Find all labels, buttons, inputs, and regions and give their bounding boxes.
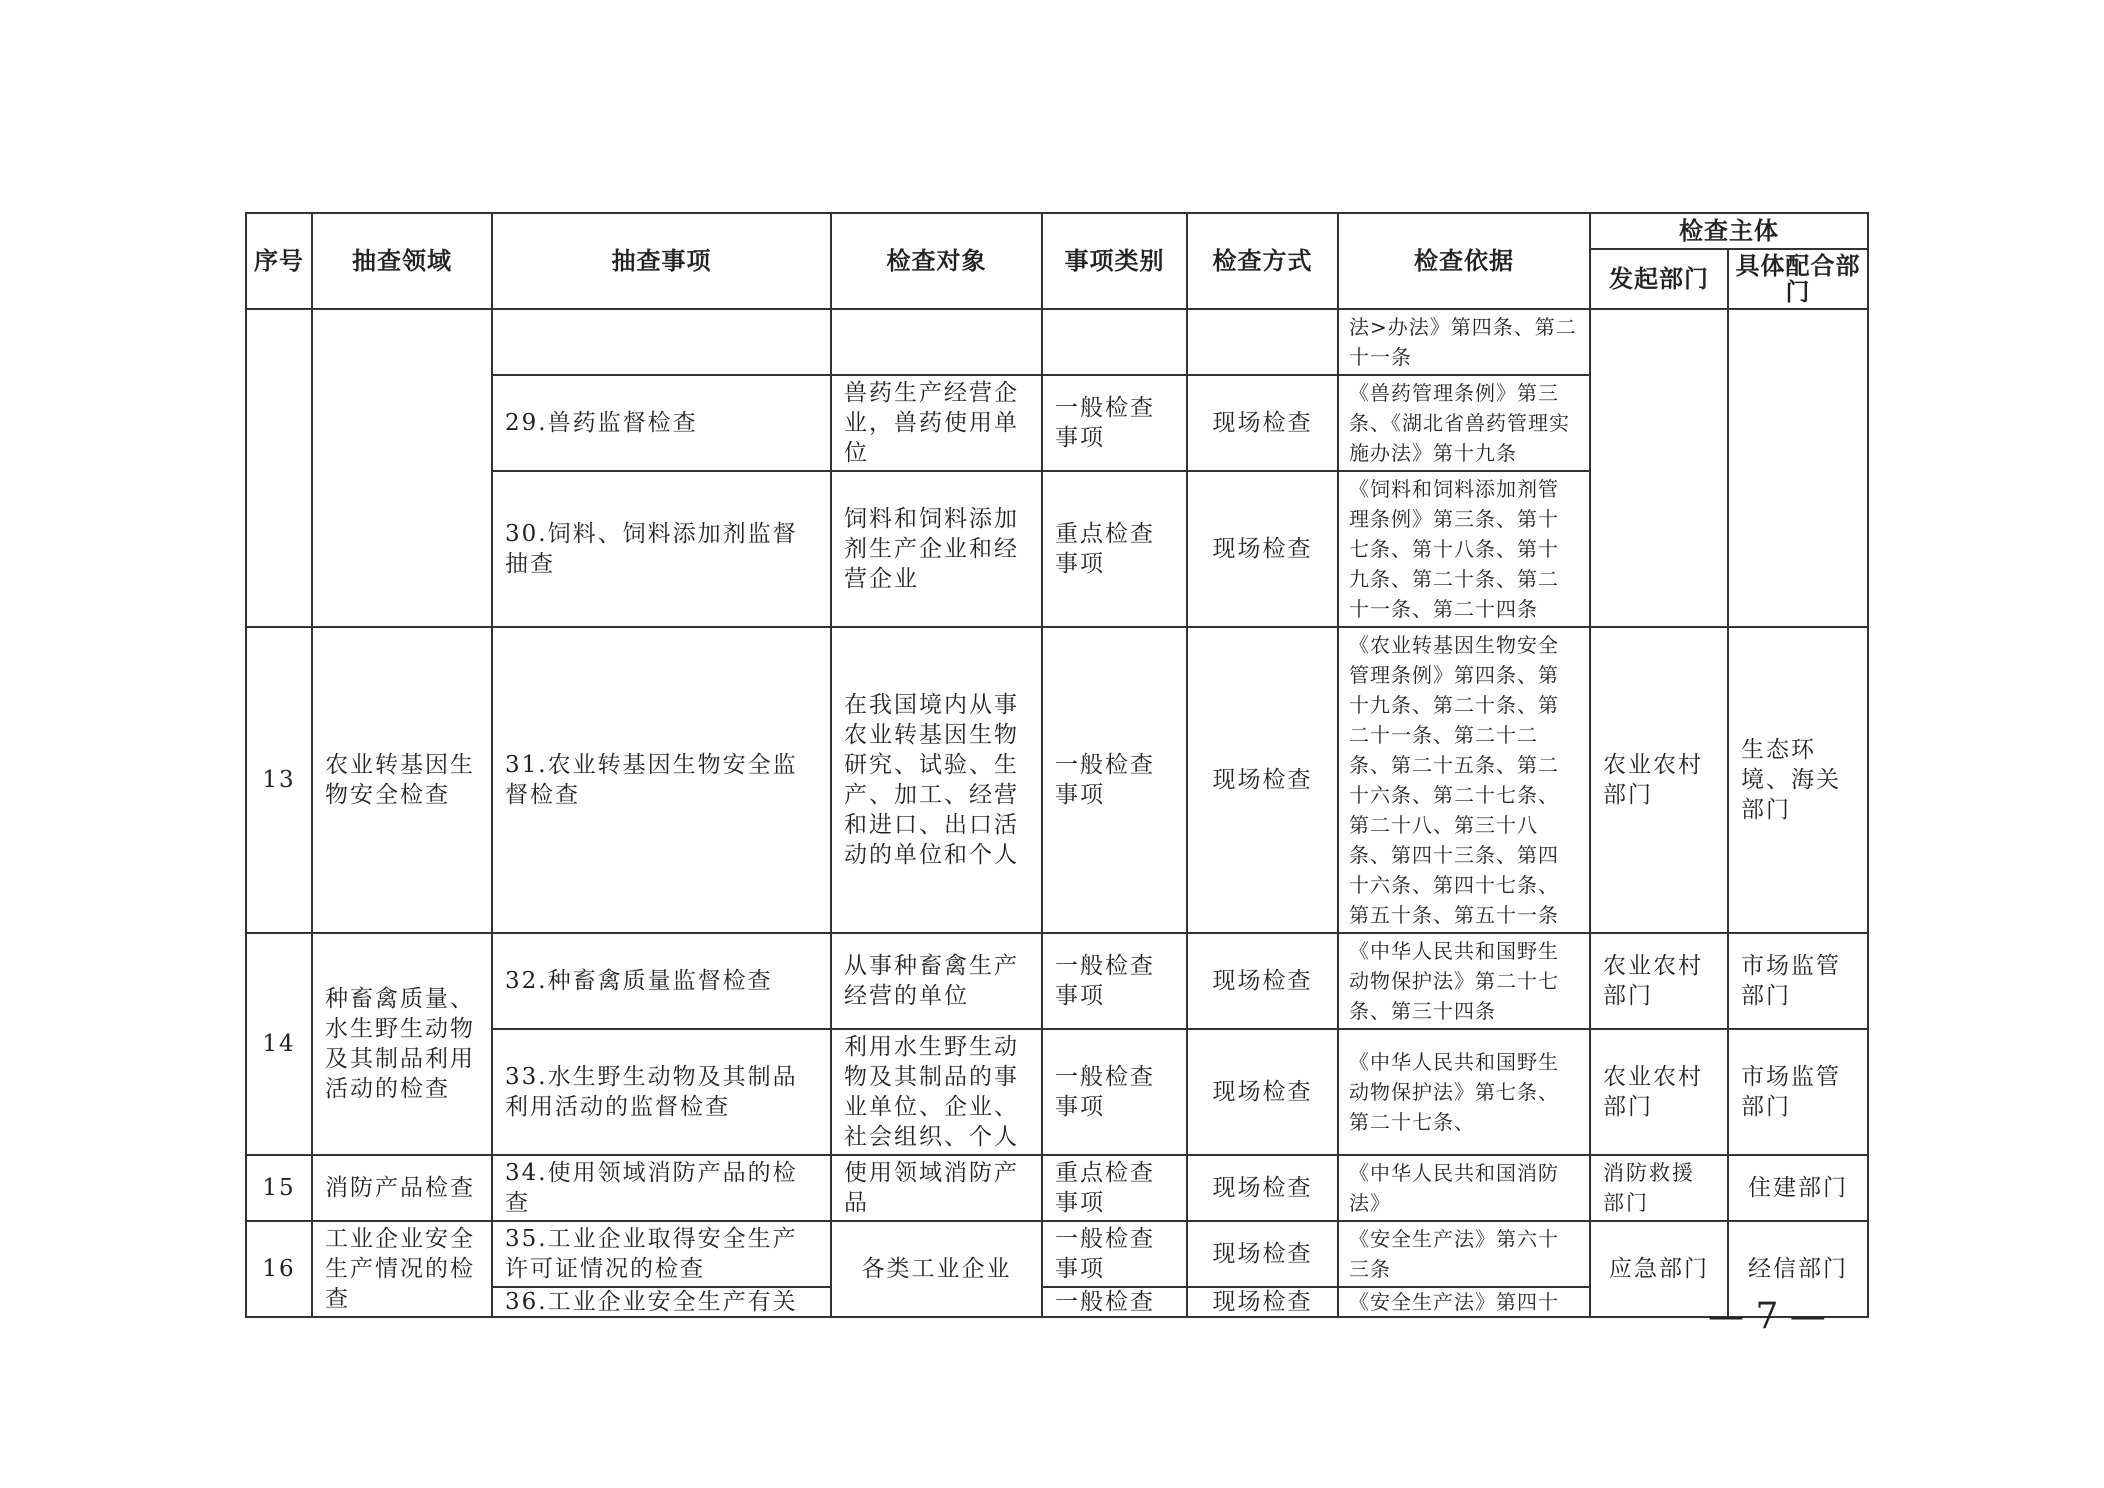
item-cell: 32.种畜禽质量监督检查	[492, 933, 831, 1029]
category-cell: 一般检查事项	[1042, 375, 1187, 471]
header-basis: 检查依据	[1338, 213, 1590, 309]
header-subject: 检查主体	[1590, 213, 1868, 249]
initiator-cell	[1590, 309, 1728, 627]
initiator-cell: 消防救援部门	[1590, 1155, 1728, 1221]
item-cell	[492, 309, 831, 375]
method-cell: 现场检查	[1187, 375, 1338, 471]
item-cell: 36.工业企业安全生产有关	[492, 1287, 831, 1317]
inspection-table	[245, 212, 1869, 1318]
object-cell: 饲料和饲料添加剂生产企业和经营企业	[831, 471, 1042, 627]
method-cell: 现场检查	[1187, 1155, 1338, 1221]
header-field: 抽查领域	[312, 213, 492, 309]
cooperator-cell: 经信部门	[1728, 1221, 1868, 1317]
table-row	[246, 627, 1868, 933]
basis-cell: 《安全生产法》第六十三条	[1338, 1221, 1590, 1287]
initiator-cell: 应急部门	[1590, 1221, 1728, 1317]
category-cell: 一般检查事项	[1042, 1221, 1187, 1287]
seq-cell: 16	[246, 1221, 312, 1317]
cooperator-cell: 市场监管部门	[1728, 1029, 1868, 1155]
basis-cell: 法>办法》第四条、第二十一条	[1338, 309, 1590, 375]
method-cell: 现场检查	[1187, 1221, 1338, 1287]
category-cell: 重点检查事项	[1042, 471, 1187, 627]
seq-cell: 15	[246, 1155, 312, 1221]
item-cell: 33.水生野生动物及其制品利用活动的监督检查	[492, 1029, 831, 1155]
method-cell: 现场检查	[1187, 933, 1338, 1029]
cooperator-cell: 生态环境、海关部门	[1728, 627, 1868, 933]
field-cell: 农业转基因生物安全检查	[312, 627, 492, 933]
initiator-cell: 农业农村部门	[1590, 933, 1728, 1029]
field-cell: 消防产品检查	[312, 1155, 492, 1221]
cooperator-cell: 市场监管部门	[1728, 933, 1868, 1029]
header-item: 抽查事项	[492, 213, 831, 309]
category-cell: 一般检查事项	[1042, 1029, 1187, 1155]
seq-cell: 13	[246, 627, 312, 933]
table-row	[246, 933, 1868, 1029]
header-initiator: 发起部门	[1590, 249, 1728, 309]
method-cell: 现场检查	[1187, 471, 1338, 627]
object-cell: 在我国境内从事农业转基因生物研究、试验、生产、加工、经营和进口、出口活动的单位和个人	[831, 627, 1042, 933]
category-cell: 重点检查事项	[1042, 1155, 1187, 1221]
category-cell	[1042, 309, 1187, 375]
field-cell: 工业企业安全生产情况的检查	[312, 1221, 492, 1317]
item-cell: 35.工业企业取得安全生产许可证情况的检查	[492, 1221, 831, 1287]
basis-cell: 《农业转基因生物安全管理条例》第四条、第十九条、第二十条、第二十一条、第二十二条、第二十五条、第二十六条、第二十七条、第二十八、第三十八条、第四十三条、第四十六条、第四十七条、第五十条、第五十一条	[1338, 627, 1590, 933]
basis-cell: 《中华人民共和国野生动物保护法》第七条、第二十七条、	[1338, 1029, 1590, 1155]
method-cell	[1187, 309, 1338, 375]
object-cell: 从事种畜禽生产经营的单位	[831, 933, 1042, 1029]
field-cell: 种畜禽质量、水生野生动物及其制品利用活动的检查	[312, 933, 492, 1155]
method-cell: 现场检查	[1187, 1029, 1338, 1155]
object-cell	[831, 309, 1042, 375]
header-seq: 序号	[246, 213, 312, 309]
table-row	[246, 1221, 1868, 1287]
category-cell: 一般检查事项	[1042, 933, 1187, 1029]
table-row	[246, 1155, 1868, 1221]
cooperator-cell: 住建部门	[1728, 1155, 1868, 1221]
table-row	[246, 309, 1868, 375]
initiator-cell: 农业农村部门	[1590, 1029, 1728, 1155]
category-cell: 一般检查事项	[1042, 627, 1187, 933]
field-cell	[312, 309, 492, 627]
object-cell: 利用水生野生动物及其制品的事业单位、企业、社会组织、个人	[831, 1029, 1042, 1155]
method-cell: 现场检查	[1187, 1287, 1338, 1317]
object-cell: 各类工业企业	[831, 1221, 1042, 1317]
cooperator-cell	[1728, 309, 1868, 627]
basis-cell: 《中华人民共和国野生动物保护法》第二十七条、第三十四条	[1338, 933, 1590, 1029]
header-cooperator: 具体配合部门	[1728, 249, 1868, 309]
basis-cell: 《中华人民共和国消防法》	[1338, 1155, 1590, 1221]
header-category: 事项类别	[1042, 213, 1187, 309]
basis-cell: 《饲料和饲料添加剂管理条例》第三条、第十七条、第十八条、第十九条、第二十条、第二十一条、第二十四条	[1338, 471, 1590, 627]
item-cell: 29.兽药监督检查	[492, 375, 831, 471]
header-object: 检查对象	[831, 213, 1042, 309]
category-cell: 一般检查	[1042, 1287, 1187, 1317]
seq-cell: 14	[246, 933, 312, 1155]
seq-cell	[246, 309, 312, 627]
initiator-cell: 农业农村部门	[1590, 627, 1728, 933]
item-cell: 30.饲料、饲料添加剂监督抽查	[492, 471, 831, 627]
item-cell: 31.农业转基因生物安全监督检查	[492, 627, 831, 933]
object-cell: 兽药生产经营企业，兽药使用单位	[831, 375, 1042, 471]
object-cell: 使用领域消防产品	[831, 1155, 1042, 1221]
item-cell: 34.使用领域消防产品的检查	[492, 1155, 831, 1221]
basis-cell: 《安全生产法》第四十	[1338, 1287, 1590, 1317]
basis-cell: 《兽药管理条例》第三条、《湖北省兽药管理实施办法》第十九条	[1338, 375, 1590, 471]
header-method: 检查方式	[1187, 213, 1338, 309]
page-number: — 7 —	[1708, 1296, 1826, 1337]
method-cell: 现场检查	[1187, 627, 1338, 933]
